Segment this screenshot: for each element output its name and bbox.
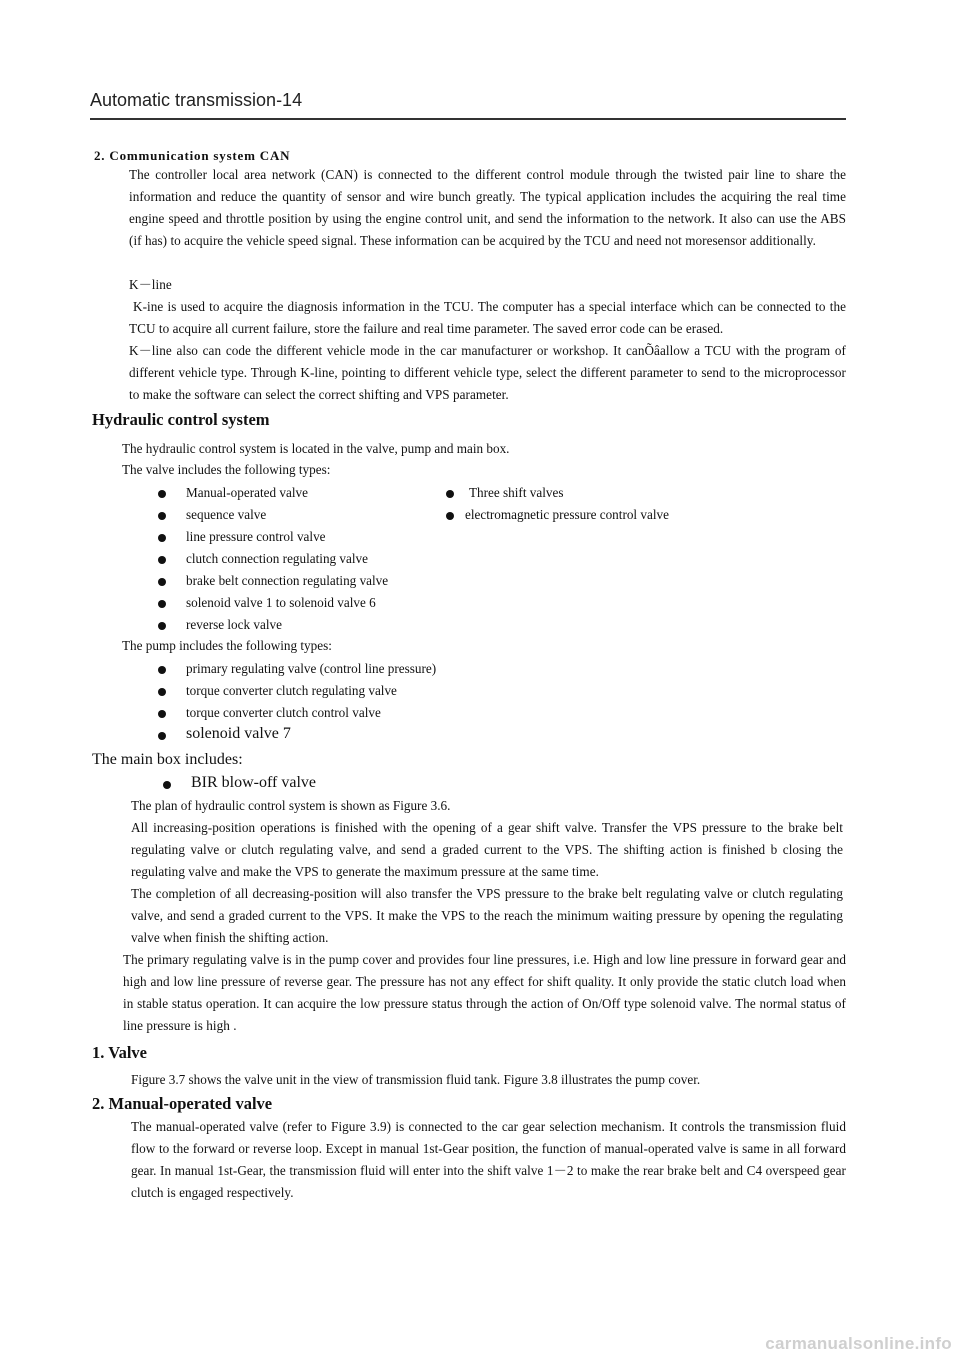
valve-heading: 1. Valve <box>92 1043 148 1062</box>
bullet-icon <box>158 600 166 608</box>
kline-coding-paragraph: K－line also can code the different vehicle mode in the car manufacturer or workshop. It canÕâallow a TCU with the program of different vehicle type. Through K-line, pointing to different vehicle type, select the different parameter to send to the microprocessor to make the software can select the correct shifting and VPS parameter. <box>129 343 846 402</box>
mainbox-intro: The main box includes: <box>92 751 243 768</box>
watermark: carmanualsonline.info <box>765 1334 952 1353</box>
bullet-icon <box>158 710 166 718</box>
manual-valve-heading: 2. Manual-operated valve <box>92 1094 273 1113</box>
hydraulic-heading: Hydraulic control system <box>92 410 270 429</box>
kline-label: K－line <box>129 277 172 292</box>
can-paragraph: The controller local area network (CAN) is connected to the different control module through the twisted pair line to share the information and reduce the quantity of sensor and wire bunch greatly. The typical application includes the acquiring the real time engine speed and throttle position by using the engine control unit, and send the information to the network. It also can use the ABS (if has) to acquire the vehicle speed signal. These information can be acquired by the TCU and need not moresensor additionally. <box>129 167 846 248</box>
page-title: Automatic transmission-14 <box>90 90 303 110</box>
bullet-icon <box>163 781 171 789</box>
primary-regulating-paragraph: The primary regulating valve is in the pump cover and provides four line pressures, i.e. High and low line pressure in forward gear and high and low line pressure of reverse gear. The pressure has not any effect for shift quality. It only provide the static clutch load when in stable status operation. It can acquire the low pressure status through the action of On/Off type solenoid valve. The normal status of line pressure is high . <box>123 952 846 1033</box>
bullet-icon <box>158 534 166 542</box>
increasing-position-paragraph: All increasing-position operations is finished with the opening of a gear shift valve. Transfer the VPS pressure to the brake belt regulating valve or clutch regulating valve, and send a graded current to the VPS. The shifting action is finished b closing the regulating valve and make the VPS to generate the maximum pressure at the same time. <box>131 820 843 879</box>
decreasing-position-paragraph: The completion of all decreasing-position will also transfer the VPS pressure to the brake belt regulating valve or clutch regulating valve, and send a graded current to the VPS. It make the VPS to the reach the minimum waiting pressure by opening the regulating valve when finish the shifting action. <box>131 886 843 945</box>
page-header <box>90 86 846 120</box>
pump-intro: The pump includes the following types: <box>122 638 332 653</box>
manual-valve-paragraph: The manual-operated valve (refer to Figure 3.9) is connected to the car gear selection mechanism. It controls the transmission fluid flow to the forward or reverse loop. Except in manual 1st-Gear position, the function of manual-operated valve is same in all forward gear. In manual 1st-Gear, the transmission fluid will enter into the shift valve 1－2 to make the rear brake belt and C4 overspeed gear clutch is engaged respectively. <box>131 1119 846 1200</box>
bullet-icon <box>158 666 166 674</box>
bullet-icon <box>158 688 166 696</box>
kline-paragraph: K-ine is used to acquire the diagnosis information in the TCU. The computer has a special interface which can be connected to the TCU to acquire all current failure, store the failure and real time parameter. The saved error code can be erased. <box>129 299 846 336</box>
hydraulic-intro: The hydraulic control system is located in the valve, pump and main box. <box>122 441 510 456</box>
valve-paragraph: Figure 3.7 shows the valve unit in the view of transmission fluid tank. Figure 3.8 illustrates the pump cover. <box>131 1072 701 1087</box>
valve-intro: The valve includes the following types: <box>122 462 331 477</box>
bullet-icon <box>158 732 166 740</box>
bullet-icon <box>158 490 166 498</box>
bullet-icon <box>158 578 166 586</box>
plan-paragraph: The plan of hydraulic control system is shown as Figure 3.6. <box>131 798 451 813</box>
can-heading: 2. Communication system CAN <box>94 148 291 163</box>
bullet-icon <box>446 512 454 520</box>
bullet-icon <box>158 556 166 564</box>
bullet-icon <box>158 512 166 520</box>
bullet-icon <box>158 622 166 630</box>
bullet-icon <box>446 490 454 498</box>
